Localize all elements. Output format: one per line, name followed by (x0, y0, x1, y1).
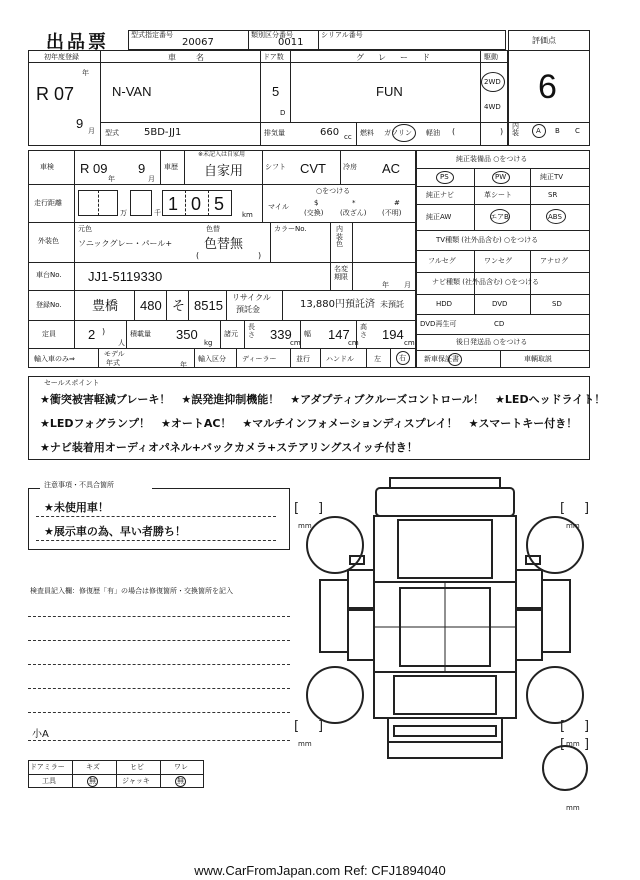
mile-opt2-sub: (改ざん) (340, 209, 367, 217)
repaint-label: 色替 (206, 225, 220, 233)
sheet-title: 出品票 (46, 32, 109, 52)
handle-right: 右 (399, 354, 406, 362)
mile-label: マイル (268, 203, 289, 211)
sales-point-line-1: ★衝突被害軽減ブレーキ！ ★誤発進抑制機能！ ★アダプティブクルーズコントロール！ ★LEDヘッドライト！ (40, 393, 606, 406)
original-color-value: ソニックグレー・パール+ (78, 239, 173, 248)
load-unit: kg (204, 339, 213, 347)
mileage-label: 走行距離 (34, 199, 62, 207)
fuel-diesel: 軽油 (426, 129, 440, 137)
car-name: N-VAN (112, 84, 152, 99)
mile-opt2: * (352, 199, 356, 207)
interior-a: A (536, 127, 541, 135)
later-warranty: 新車保証書 (424, 355, 459, 363)
reg-number: 8515 (194, 298, 223, 313)
shift-label: シフト (265, 163, 286, 171)
score-label: 評価点 (532, 36, 556, 45)
length-unit: cm (290, 339, 301, 347)
navi-sd: SD (552, 300, 562, 308)
equip-leather-seat: 革シート (484, 191, 512, 199)
svg-text:[: [ (560, 719, 566, 734)
svg-text:[: [ (560, 737, 566, 752)
later-shipment-label: 後日発送品 ○をつける (456, 338, 528, 346)
inspection-month-unit: 月 (148, 175, 155, 183)
length-label: 長さ (248, 323, 255, 339)
name-change-month: 月 (404, 281, 411, 289)
inspection-year-unit: 年 (108, 175, 115, 183)
note-line-2: ★展示車の為、早い者勝ち！ (44, 525, 186, 538)
svg-text:[: [ (560, 501, 566, 516)
mileage-digit-1: 1 (168, 194, 179, 214)
chassis-label: 車台No. (36, 271, 62, 279)
drive-4wd: 4WD (484, 103, 501, 111)
sales-point-line-3: ★ナビ装着用オーディオパネル+バックカメラ+ステアリングスイッチ付き！ (40, 441, 418, 454)
mileage-unit: km (242, 211, 253, 219)
ac-value: AC (382, 161, 401, 176)
height-value: 194 (382, 327, 404, 342)
history-value: 自家用 (204, 163, 244, 178)
interior-b: B (555, 127, 560, 135)
history-label: 車歴 (164, 163, 178, 171)
svg-text:]: ] (584, 719, 590, 734)
missing-tools-value: 無 (89, 777, 96, 785)
reg-kana: そ (172, 298, 186, 313)
details-table (28, 150, 416, 368)
inspector-note: 小A (32, 729, 49, 740)
fuel-gasoline: ガソリン (384, 129, 412, 137)
sales-point-line-2: ★LEDフォグランプ！ ★オートAC！ ★マルチインフォメーションディスプレイ！ ★スマートキー付き！ (40, 417, 578, 430)
notes-label: 注意事項・不具合箇所 (44, 481, 114, 489)
equip-airbag: エアB (490, 213, 509, 221)
svg-text:]: ] (318, 719, 324, 734)
handle-left: 左 (374, 355, 381, 363)
name-change-year: 年 (382, 281, 389, 289)
first-reg-month-unit: 月 (88, 127, 95, 135)
car-name-label: 車名 (168, 53, 224, 62)
mm-unit-rr: mm (566, 740, 580, 748)
svg-text:[: [ (294, 719, 300, 734)
mile-opt3: # (394, 199, 400, 207)
grade-value: FUN (376, 84, 403, 99)
capacity-unit: 人 (118, 339, 125, 347)
length-value: 339 (270, 327, 292, 342)
history-note: ※未記入は自家用 (198, 151, 246, 158)
mileage-digit-3: 5 (214, 194, 225, 214)
chassis-value: JJ1-5119330 (88, 269, 163, 284)
mile-opt3-sub: (不明) (382, 209, 402, 217)
height-label: 高さ (360, 323, 367, 339)
equip-genuine-aw: 純正AW (426, 213, 452, 221)
doors-label: ドア数 (263, 53, 284, 61)
equip-pw: PW (495, 173, 507, 181)
doors-count: 5 (272, 84, 280, 99)
type-value: 5BD-JJ1 (144, 127, 182, 138)
import-dealer: ディーラー (242, 355, 277, 363)
displacement-label: 排気量 (264, 129, 285, 137)
tyre-rear-left (307, 667, 363, 723)
equip-genuine-navi: 純正ナビ (426, 191, 454, 199)
serial-label: シリアル番号 (321, 31, 363, 39)
missing-jack-label: ジャッキ (122, 777, 150, 785)
navi-hdd: HDD (436, 300, 453, 308)
drive-2wd: 2WD (484, 78, 501, 86)
load-value: 350 (176, 327, 198, 342)
dvd-playback: DVD再生可 (420, 320, 457, 328)
reg-label: 登録No. (36, 301, 62, 309)
mile-opt1-sub: (交換) (304, 209, 324, 217)
missing-header-crack: ヒビ (130, 763, 144, 771)
first-reg-year-unit: 年 (82, 69, 89, 77)
model-year-label-1: モデル (104, 350, 125, 358)
model-year-unit: 年 (180, 361, 187, 369)
mileage-digit-2: 0 (191, 194, 202, 214)
import-type-label: 輸入区分 (198, 355, 226, 363)
reg-class: 480 (140, 298, 162, 313)
displacement-value: 660 (320, 127, 340, 138)
width-value: 147 (328, 327, 350, 342)
size-label: 諸元 (224, 330, 238, 338)
missing-header-break: ワレ (174, 763, 188, 771)
interior-label: 内装 (512, 122, 519, 138)
missing-header-scratch: キズ (86, 763, 100, 771)
mm-unit-rl: mm (298, 740, 312, 748)
width-unit: cm (348, 339, 359, 347)
missing-tools-label: 工具 (42, 777, 56, 785)
ac-label: 冷房 (343, 163, 357, 171)
original-color-label: 元色 (78, 225, 92, 233)
inspection-value: R 09 (80, 161, 108, 176)
classification-number: 0011 (278, 37, 304, 48)
displacement-unit: cc (344, 133, 352, 141)
reg-area: 豊橋 (92, 298, 119, 313)
equip-genuine-tv: 純正TV (540, 173, 564, 181)
interior-color-label: 内装色 (336, 225, 343, 249)
cd-player: CD (494, 320, 505, 328)
first-reg-label: 初年度登録 (44, 53, 79, 61)
inspector-instructions: 検査員記入欄：修復歴「有」の場合は修復箇所・交換箇所を記入 (30, 587, 233, 595)
interior-c: C (575, 127, 580, 135)
svg-text:]: ] (584, 501, 590, 516)
model-designation-label: 型式指定番号 (131, 31, 173, 39)
mile-circle-note: ○をつける (316, 187, 351, 195)
navi-dvd: DVD (492, 300, 508, 308)
sales-points-label: セールスポイント (44, 379, 100, 387)
first-reg-era: R 07 (36, 84, 75, 104)
equip-sr: SR (548, 191, 558, 199)
model-designation-number: 20067 (182, 37, 214, 48)
spare-tyre (543, 746, 587, 790)
missing-header-mirror: ドアミラー (30, 763, 65, 771)
svg-text:[: [ (294, 501, 300, 516)
import-label: 輸入車のみ⇒ (34, 355, 75, 363)
car-damage-diagram (290, 470, 600, 820)
width-label: 幅 (304, 330, 311, 338)
type-label: 型式 (105, 129, 119, 137)
mm-unit-fr: mm (566, 522, 580, 530)
mileage-sen-unit: 千 (154, 209, 161, 217)
color-no-label: カラーNo. (274, 225, 307, 233)
name-change-label: 名変期限 (334, 265, 348, 281)
tyre-rear-right (527, 667, 583, 723)
first-reg-month: 9 (76, 116, 84, 131)
color-label: 外装色 (38, 237, 59, 245)
recycle-value: 13,880円預託済 (300, 299, 375, 310)
doors-suffix: D (280, 109, 286, 117)
later-manual: 車輌取説 (524, 355, 552, 363)
classification-label: 類別区分番号 (251, 31, 293, 39)
shift-value: CVT (300, 161, 326, 176)
note-line-1: ★未使用車！ (44, 501, 109, 514)
navi-type-label: ナビ種類 (社外品含む) ○をつける (432, 278, 540, 286)
drive-label: 駆動 (484, 53, 498, 61)
tv-analog: アナログ (540, 257, 568, 265)
svg-text:]: ] (318, 501, 324, 516)
grade-label: グレード (356, 53, 444, 62)
handle-label: ハンドル (326, 355, 354, 363)
recycle-label-2: 預託金 (236, 305, 260, 314)
score-value: 6 (538, 68, 557, 106)
model-year-label-2: 年式 (106, 359, 120, 367)
mileage-man-unit: 万 (120, 209, 127, 217)
height-unit: cm (404, 339, 415, 347)
tv-type-label: TV種類 (社外品含む) ○をつける (436, 236, 539, 244)
tv-fullseg: フルセグ (428, 257, 456, 265)
genuine-equipment-label: 純正装備品 ○をつける (456, 155, 528, 163)
equip-ps: PS (440, 173, 449, 181)
tv-oneseg: ワンセグ (484, 257, 512, 265)
load-label: 積載量 (130, 330, 151, 338)
recycle-unpaid: 未預託 (380, 300, 404, 309)
equip-abs: ABS (548, 213, 562, 221)
footer-reference: www.CarFromJapan.com Ref: CFJ1894040 (194, 863, 446, 878)
capacity-value: 2 (88, 327, 96, 342)
missing-jack-value: 無 (177, 777, 184, 785)
inspection-label: 車検 (40, 163, 54, 171)
repaint-value: 色替無 (204, 236, 244, 251)
recycle-label-1: リサイクル (232, 293, 271, 302)
fuel-label: 燃料 (360, 129, 374, 137)
svg-text:]: ] (584, 737, 590, 752)
capacity-label: 定員 (42, 330, 56, 338)
inspection-month: 9 (138, 161, 146, 176)
mile-opt1: $ (314, 199, 319, 207)
import-parallel: 並行 (296, 355, 310, 363)
mm-unit-spare: mm (566, 804, 580, 812)
mm-unit-fl: mm (298, 522, 312, 530)
